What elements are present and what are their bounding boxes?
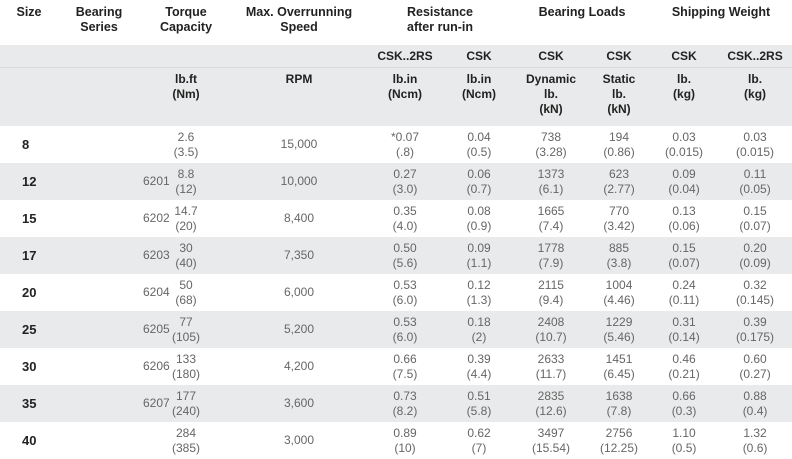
cell-torque: 284 (385) [171,425,200,455]
cell-size: 25 [0,311,58,348]
units-empty [58,68,140,126]
cell-size: 15 [22,211,37,226]
cell-torque: 30 (40) [140,237,232,274]
cell-resistance-csk: 0.06 (0.7) [444,163,514,200]
header-max-overrunning-speed: Max. Overrunning Speed [245,5,353,34]
cell-speed: 4,200 [283,359,315,373]
cell-weight-csk: 0.46 (0.21) [668,351,700,381]
cell-speed: 5,200 [232,311,366,348]
cell-weight-2rs: 0.11 (0.05) [718,163,792,200]
cell-dynamic-load: 1665 (7.4) [537,203,565,233]
subheader-empty [58,45,140,68]
units-weight-csk: lb. (kg) [650,68,718,126]
cell-bearing-series: 6206 [143,359,170,373]
table-row [0,274,792,311]
header-bearing-series: Bearing Series [75,5,123,34]
cell-static-load: 2756 (12.25) [600,425,639,455]
cell-size: 30 [22,359,37,374]
cell-dynamic-load: 1778 (7.9) [514,237,588,274]
units-dynamic: Dynamic lb. (kN) [514,68,588,126]
cell-bearing-series: 6201 [58,163,140,200]
cell-resistance-csk: 0.51 (5.8) [444,385,514,422]
cell-weight-csk: 0.13 (0.06) [668,203,700,233]
cell-bearing-series: 6202 [143,211,170,225]
subheader-empty [232,45,366,68]
header-torque-capacity: Torque Capacity [159,5,213,34]
table-row [0,348,792,385]
cell-torque: 177 (240) [140,385,232,422]
cell-static-load: 623 (2.77) [588,163,650,200]
cell-resistance-csk: 0.04 (0.5) [466,129,492,159]
cell-weight-csk: 0.15 (0.07) [650,237,718,274]
cell-torque: 133 (180) [171,351,200,381]
cell-dynamic-load: 2633 (11.7) [535,351,567,381]
cell-speed: 8,400 [283,211,315,225]
cell-resistance-2rs: 0.27 (3.0) [366,163,444,200]
cell-resistance-csk: 0.62 (7) [467,425,491,455]
table-row [0,200,792,237]
cell-weight-2rs: 0.15 (0.07) [739,203,771,233]
cell-torque: 50 (68) [175,277,197,307]
cell-static-load: 1004 (4.46) [603,277,635,307]
cell-weight-2rs: 1.32 (0.6) [742,425,768,455]
cell-size: 17 [0,237,58,274]
cell-size: 20 [22,285,37,300]
cell-bearing-series: 6205 [58,311,140,348]
cell-bearing-series: 6207 [58,385,140,422]
cell-weight-2rs: 0.39 (0.175) [718,311,792,348]
cell-resistance-2rs: 0.50 (5.6) [366,237,444,274]
subheader-weight-2rs: CSK..2RS [718,45,792,68]
units-weight-2rs: lb. (kg) [718,68,792,126]
units-empty [0,68,58,126]
table-row [0,385,792,422]
cell-weight-2rs: 0.32 (0.145) [736,277,775,307]
units-torque: lb.ft (Nm) [140,68,232,126]
header-size: Size [16,5,42,19]
cell-resistance-2rs: 0.53 (6.0) [392,277,418,307]
table-row [0,163,792,200]
subheader-dynamic-csk: CSK [514,45,588,68]
subheader-empty [140,45,232,68]
cell-size: 12 [0,163,58,200]
subheader-resistance-2rs: CSK..2RS [366,45,444,68]
cell-static-load: 1229 (5.46) [588,311,650,348]
cell-weight-2rs: 0.03 (0.015) [736,129,775,159]
subheader-static-csk: CSK [588,45,650,68]
cell-weight-csk: 0.66 (0.3) [650,385,718,422]
cell-resistance-csk: 0.39 (4.4) [466,351,492,381]
cell-size: 8 [22,137,30,152]
cell-resistance-csk: 0.18 (2) [444,311,514,348]
cell-resistance-csk: 0.12 (1.3) [466,277,492,307]
table-row [0,422,792,459]
cell-dynamic-load: 1373 (6.1) [514,163,588,200]
cell-weight-csk: 0.24 (0.11) [668,277,700,307]
cell-torque: 2.6 (3.5) [173,129,199,159]
cell-speed: 15,000 [280,137,318,151]
cell-resistance-csk: 0.08 (0.9) [466,203,492,233]
cell-weight-2rs: 0.88 (0.4) [718,385,792,422]
units-speed: RPM [232,68,366,126]
cell-torque: 77 (105) [140,311,232,348]
cell-static-load: 194 (0.86) [603,129,635,159]
cell-static-load: 1451 (6.45) [603,351,635,381]
table-row [0,126,792,163]
cell-speed: 3,000 [283,433,315,447]
cell-bearing-series [58,422,140,459]
cell-resistance-2rs: 0.35 (4.0) [392,203,418,233]
cell-speed: 10,000 [232,163,366,200]
subheader-resistance-csk: CSK [444,45,514,68]
units-resistance-csk: lb.in (Ncm) [444,68,514,126]
cell-dynamic-load: 2835 (12.6) [514,385,588,422]
cell-dynamic-load: 738 (3.28) [535,129,567,159]
cell-bearing-series [58,126,140,163]
header-resistance: Resistance after run-in [407,5,474,34]
cell-dynamic-load: 2115 (9.4) [538,277,564,307]
header-shipping-weight: Shipping Weight [671,5,771,19]
subheader-weight-csk: CSK [650,45,718,68]
table-row [0,311,792,348]
cell-speed: 6,000 [283,285,315,299]
cell-resistance-csk: 0.09 (1.1) [444,237,514,274]
units-resistance-2rs: lb.in (Ncm) [366,68,444,126]
cell-bearing-series: 6203 [58,237,140,274]
cell-dynamic-load: 3497 (15.54) [532,425,571,455]
units-static: Static lb. (kN) [588,68,650,126]
cell-static-load: 1638 (7.8) [588,385,650,422]
table-row [0,237,792,274]
cell-torque: 14.7 (20) [174,203,198,233]
cell-weight-csk: 0.03 (0.015) [665,129,704,159]
cell-weight-csk: 0.31 (0.14) [650,311,718,348]
cell-resistance-2rs: 0.53 (6.0) [366,311,444,348]
cell-dynamic-load: 2408 (10.7) [514,311,588,348]
cell-bearing-series: 6204 [143,285,170,299]
header-bearing-loads: Bearing Loads [538,5,626,19]
cell-resistance-2rs: 0.89 (10) [393,425,417,455]
cell-speed: 3,600 [232,385,366,422]
cell-weight-2rs: 0.60 (0.27) [739,351,771,381]
cell-torque: 8.8 (12) [140,163,232,200]
cell-resistance-2rs: 0.73 (8.2) [366,385,444,422]
cell-weight-csk: 1.10 (0.5) [671,425,697,455]
cell-resistance-2rs: *0.07 (.8) [390,129,420,159]
cell-resistance-2rs: 0.66 (7.5) [392,351,418,381]
cell-weight-2rs: 0.20 (0.09) [718,237,792,274]
cell-static-load: 770 (3.42) [603,203,635,233]
cell-speed: 7,350 [232,237,366,274]
cell-size: 35 [0,385,58,422]
subheader-empty [0,45,58,68]
cell-size: 40 [22,433,37,448]
cell-weight-csk: 0.09 (0.04) [650,163,718,200]
cell-static-load: 885 (3.8) [588,237,650,274]
